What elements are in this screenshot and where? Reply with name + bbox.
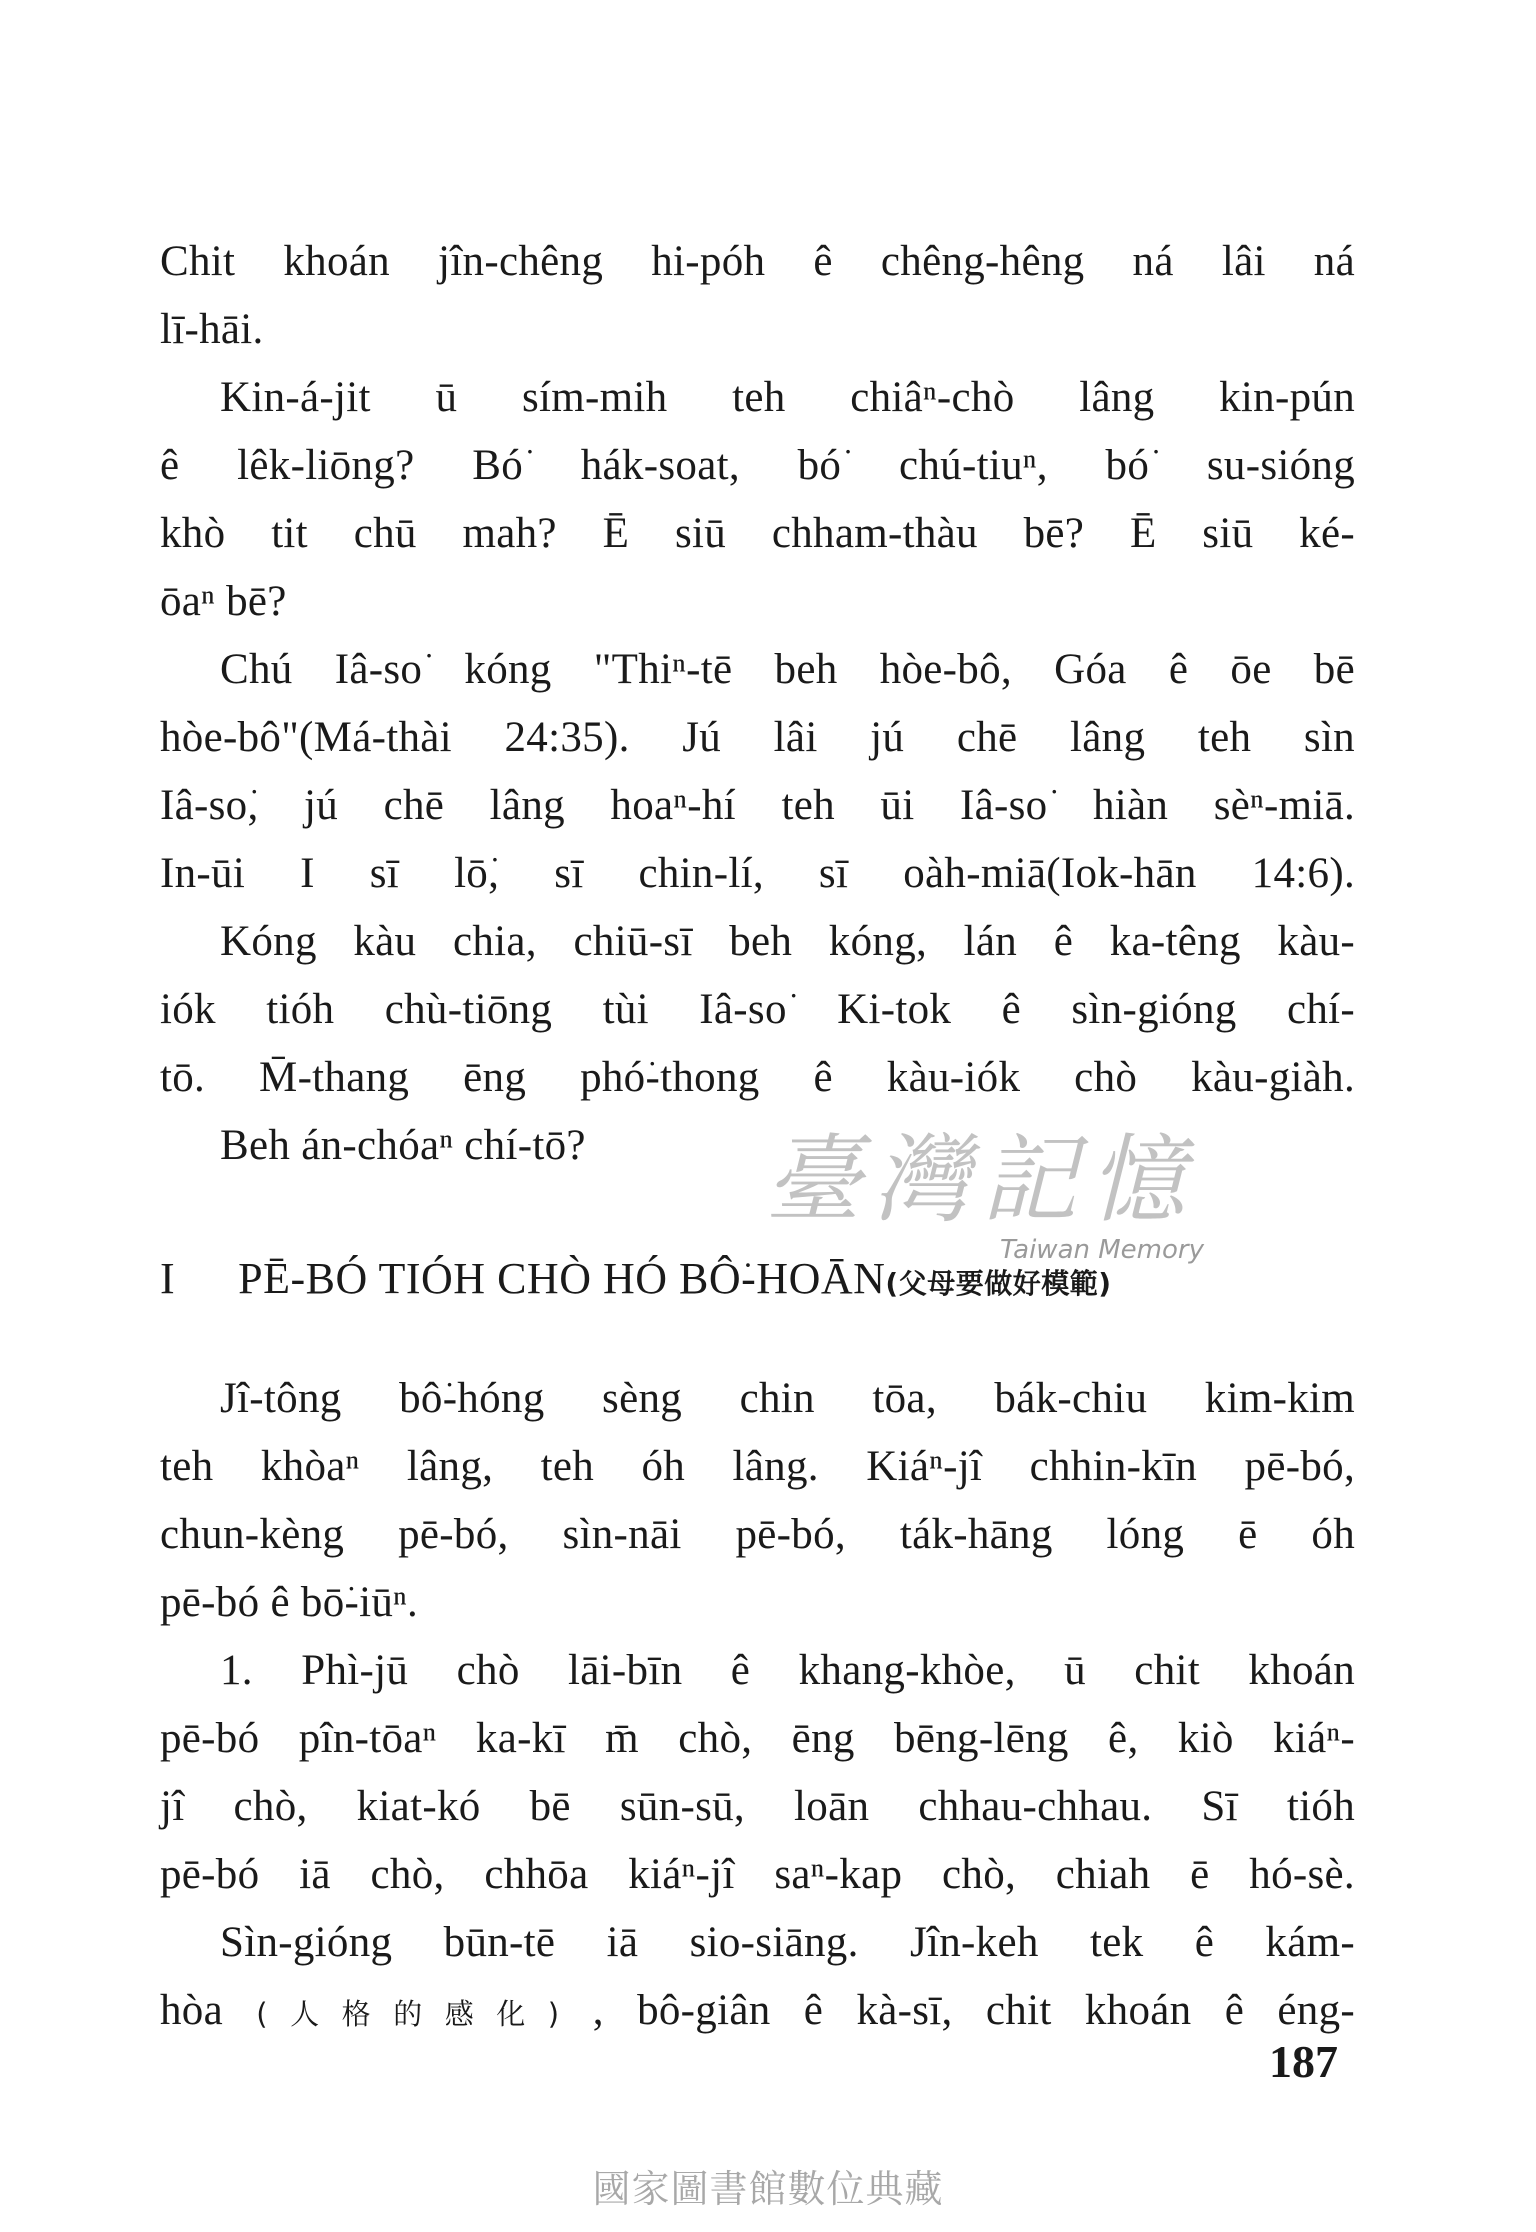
- paragraph-3: [160, 636, 1355, 908]
- section-heading: [160, 1245, 1355, 1318]
- text-line: Chú Iâ-so͘ kóng "Thiⁿ-tē beh hòe-bô, Góa ê ōe bē: [220, 646, 1355, 693]
- page-number: 187: [1269, 2036, 1338, 2087]
- paragraph-7: [160, 1637, 1355, 1909]
- text-line: 1. Phì-jū chò lāi-bīn ê khang-khòe, ū chit khoán: [220, 1647, 1355, 1694]
- footer-credit: 國家圖書館數位典藏: [592, 2167, 944, 2211]
- paragraph-4: [160, 908, 1355, 1112]
- text-line: lī-hāi.: [160, 306, 264, 353]
- text-segment: hòa: [160, 1987, 223, 2034]
- watermark-english: Taiwan Memory: [1000, 1235, 1204, 1265]
- heading-roman-numeral: I: [160, 1254, 176, 1303]
- text-line: Jî-tông bô͘-hóng sèng chin tōa, bák-chiu kim-kim: [220, 1375, 1355, 1422]
- paragraph-2: [160, 364, 1355, 636]
- text-line: In-ūi I sī lō͘, sī chin-lí, sī oàh-miā(Iok-hān 14:6).: [160, 850, 1355, 897]
- text-line: pē-bó iā chò, chhōa kiáⁿ-jî saⁿ-kap chò, chiah ē hó-sè.: [160, 1851, 1355, 1898]
- text-line: iók tióh chù-tiōng tùi Iâ-so͘ Ki-tok ê sìn-gióng chí-: [160, 986, 1355, 1033]
- text-line: tō. M̄-thang ēng phó͘-thong ê kàu-iók chò kàu-giàh.: [160, 1054, 1355, 1101]
- text-segment: , bô-giân ê kà-sī, chit khoán ê éng-: [592, 1987, 1355, 2034]
- text-line: khò tit chū mah? Ē siū chham-thàu bē? Ē siū ké-: [160, 510, 1355, 557]
- paragraph-8: [160, 1909, 1355, 2048]
- text-line: Iâ-so͘, jú chē lâng hoaⁿ-hí teh ūi Iâ-so͘ hiàn sèⁿ-miā.: [160, 782, 1355, 829]
- text-line: Chit khoán jîn-chêng hi-póh ê chêng-hêng ná lâi ná: [160, 238, 1355, 285]
- paragraph-5: [160, 1112, 1355, 1180]
- text-line: pē-bó pîn-tōaⁿ ka-kī m̄ chò, ēng bēng-lēng ê, kiò kiáⁿ-: [160, 1715, 1355, 1762]
- watermark-chinese: 臺灣記憶: [765, 1124, 1197, 1236]
- text-line: ōaⁿ bē?: [160, 578, 287, 625]
- text-line: teh khòaⁿ lâng, teh óh lâng. Kiáⁿ-jî chhin-kīn pē-bó,: [160, 1443, 1355, 1490]
- heading-title: PĒ-BÓ TIÓH CHÒ HÓ BÔ͘-HOĀN: [238, 1254, 886, 1303]
- paragraph-6: [160, 1365, 1355, 1637]
- paragraph-1: [160, 228, 1355, 364]
- text-line: Sìn-gióng būn-tē iā sio-siāng. Jîn-keh tek ê kám-: [220, 1919, 1355, 1966]
- text-line-mixed: [160, 1977, 1355, 2048]
- text-line: Kin-á-jit ū sím-mih teh chiâⁿ-chò lâng kin-pún: [220, 374, 1355, 421]
- text-line: ê lêk-liōng? Bó͘ hák-soat, bó͘ chú-tiuⁿ, bó͘ su-sióng: [160, 442, 1355, 489]
- text-line: pē-bó ê bō͘-iūⁿ.: [160, 1579, 419, 1626]
- text-line: Kóng kàu chia, chiū-sī beh kóng, lán ê ka-têng kàu-: [220, 918, 1355, 965]
- inline-chinese-gloss: (人格的感化): [256, 1997, 560, 2031]
- text-line: Beh án-chóaⁿ chí-tō?: [220, 1122, 586, 1169]
- text-line: hòe-bô"(Má-thài 24:35). Jú lâi jú chē lâng teh sìn: [160, 714, 1355, 761]
- text-line: chun-kèng pē-bó, sìn-nāi pē-bó, ták-hāng lóng ē óh: [160, 1511, 1355, 1558]
- text-line: jî chò, kiat-kó bē sūn-sū, loān chhau-chhau. Sī tióh: [160, 1783, 1355, 1830]
- heading-chinese: (父母要做好模範): [885, 1267, 1112, 1300]
